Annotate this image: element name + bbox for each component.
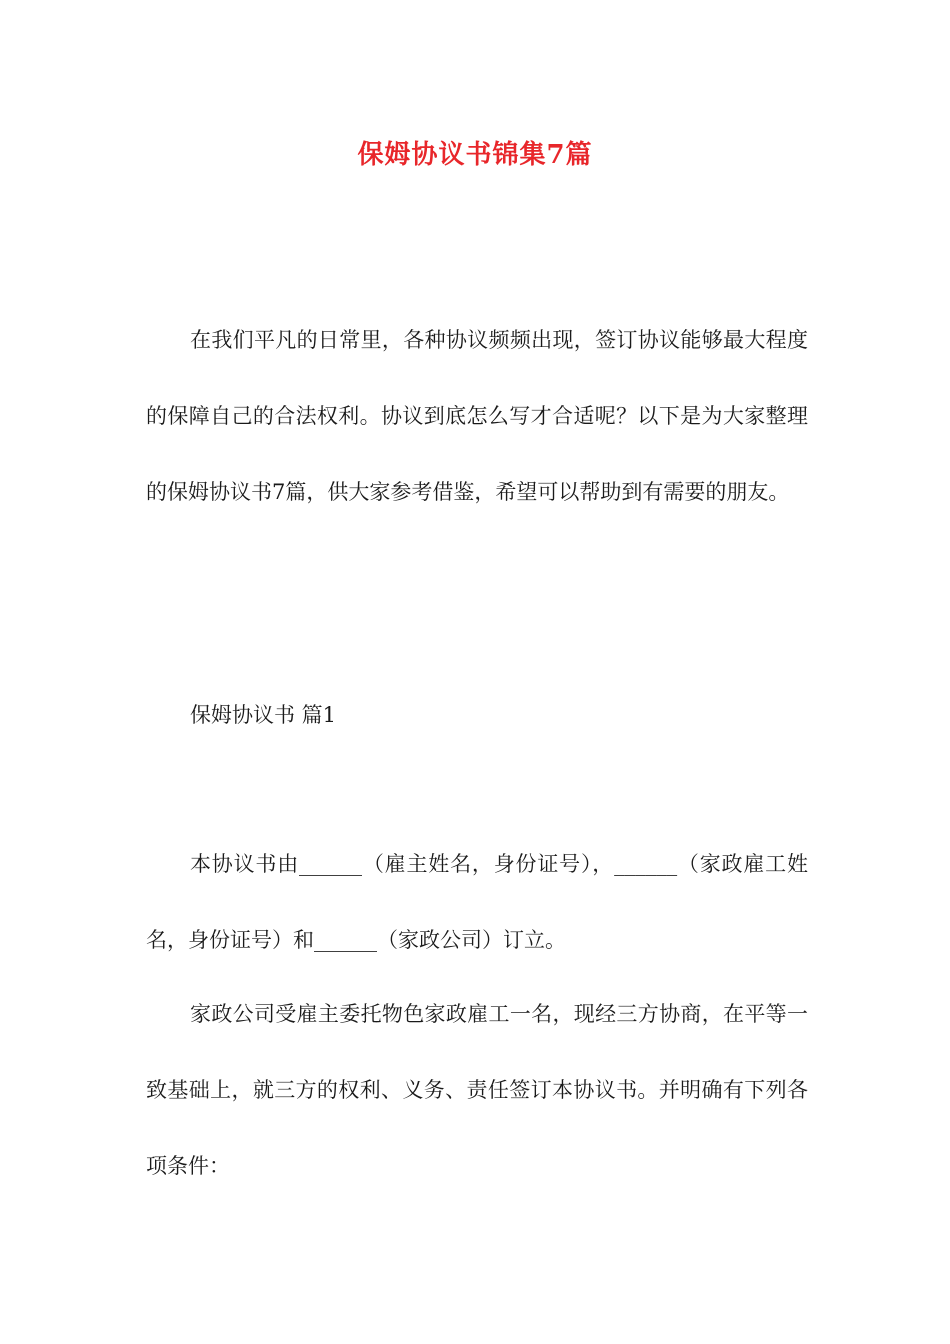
intro-paragraph: 在我们平凡的日常里，各种协议频频出现，签订协议能够最大程度的保障自己的合法权利。协议到底怎么写才合适呢？以下是为大家整理的保姆协议书7篇，供大家参考借鉴，希望可以帮助到有需要的朋友。 <box>146 328 808 504</box>
terms-paragraph: 家政公司受雇主委托物色家政雇工一名，现经三方协商，在平等一致基础上，就三方的权利、义务、责任签订本协议书。并明确有下列各项条件： <box>146 1002 808 1178</box>
parties-paragraph: 本协议书由______（雇主姓名，身份证号），______（家政雇工姓名，身份证号）和______（家政公司）订立。 <box>146 852 808 952</box>
document-title: 保姆协议书锦集7篇 <box>357 140 593 170</box>
section-heading: 保姆协议书 篇1 <box>190 703 337 727</box>
